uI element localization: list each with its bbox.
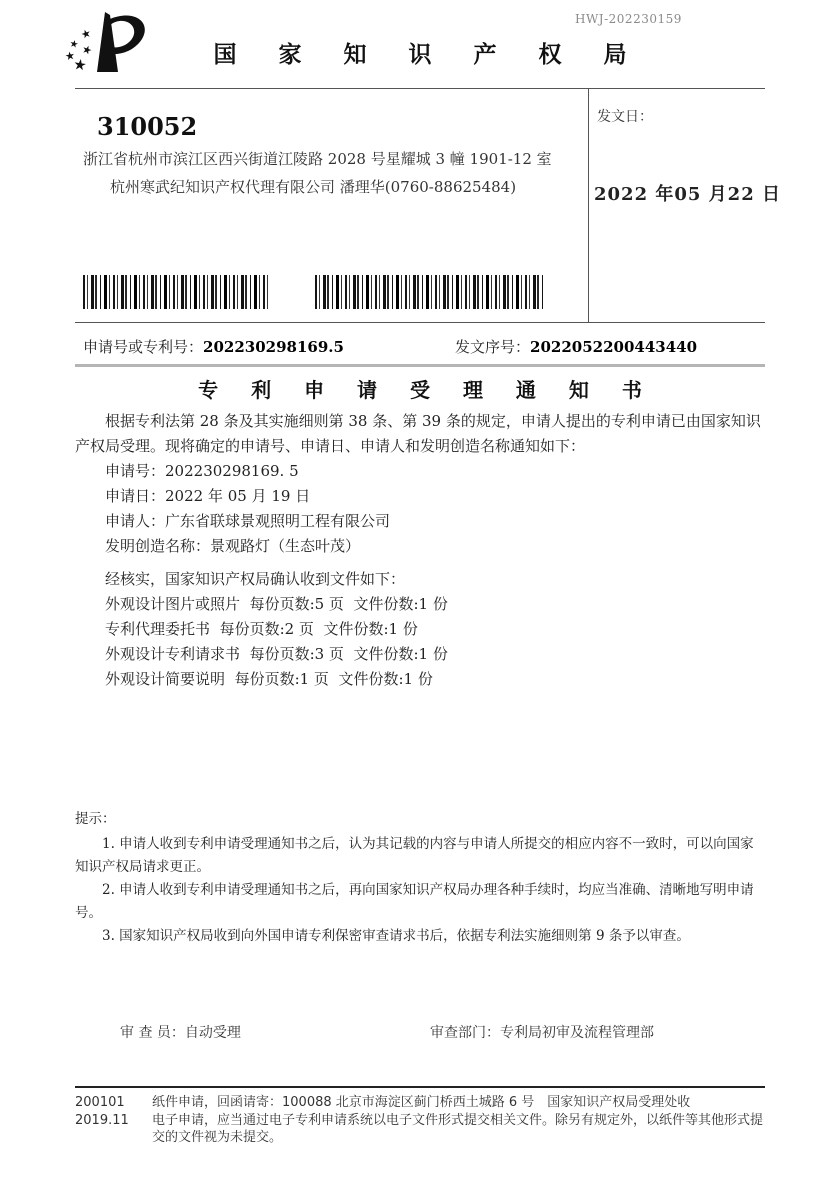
document-name: 专利代理委托书 xyxy=(105,620,211,638)
issue-date-label: 发文日： xyxy=(597,109,653,125)
received-intro: 经核实，国家知识产权局确认收到文件如下： xyxy=(105,570,406,588)
field-label: 发明创造名称： xyxy=(105,537,211,555)
field-value: 景观路灯（生态叶茂） xyxy=(210,537,361,555)
document-copies: 文件份数:1 份 xyxy=(338,670,433,688)
issue-date-value: 2022 年05 月22 日 xyxy=(594,184,781,205)
tips-label: 提示： xyxy=(75,811,116,827)
tip-item-2: 2. 申请人收到专利申请受理通知书之后，再向国家知识产权局办理各种手续时，均应当准确、清晰地写明申请号。 xyxy=(75,882,754,921)
field-label: 申请人： xyxy=(105,512,166,530)
document-name: 外观设计简要说明 xyxy=(105,670,226,688)
field-row-applicant xyxy=(75,509,765,534)
notice-body xyxy=(75,409,765,692)
footer-code: 2019.11 xyxy=(75,1112,129,1128)
document-copies: 文件份数:1 份 xyxy=(323,620,418,638)
title-rule xyxy=(75,364,765,367)
mid-rule xyxy=(75,322,765,323)
field-label: 申请号： xyxy=(105,462,166,480)
field-value: 2022 年 05 月 19 日 xyxy=(165,487,311,505)
field-value: 202230298169. 5 xyxy=(165,462,299,480)
document-pages: 每份页数:3 页 xyxy=(249,645,344,663)
application-number-value: 202230298169.5 xyxy=(203,338,344,356)
footer-row xyxy=(75,1094,767,1112)
intro-paragraph: 根据专利法第 28 条及其实施细则第 38 条、第 39 条的规定，申请人提出的专利申请已由国家知识产权局受理。现将确定的申请号、申请日、申请人和发明创造名称通知如下： xyxy=(75,412,761,455)
footer-text: 纸件申请，回函请寄：100088 北京市海淀区蓟门桥西土城路 6 号 国家知识产权局受理处收 xyxy=(152,1095,691,1110)
document-row xyxy=(75,667,765,692)
footer-text: 电子申请，应当通过电子专利申请系统以电子文件形式提交相关文件。除另有规定外，以纸件等其他形式提交的文件视为未提交。 xyxy=(152,1112,764,1145)
footer-code: 200101 xyxy=(75,1095,125,1110)
document-pages: 每份页数:2 页 xyxy=(219,620,314,638)
barcode-application-number xyxy=(83,275,270,309)
document-pages: 每份页数:1 页 xyxy=(234,670,329,688)
application-number-label: 申请号或专利号： xyxy=(83,338,204,356)
address-line-1: 浙江省杭州市滨江区西兴街道江陵路 2028 号星耀城 3 幢 1901-12 室 xyxy=(83,150,552,168)
tip-item-3: 3. 国家知识产权局收到向外国申请专利保密审查请求书后，依据专利法实施细则第 9 条予以审查。 xyxy=(102,928,690,944)
serial-number-label: 发文序号： xyxy=(455,338,531,356)
address-line-2: 杭州寒武纪知识产权代理有限公司 潘理华(0760-88625484) xyxy=(110,178,517,196)
vertical-divider xyxy=(588,88,589,322)
document-row xyxy=(75,642,765,667)
department-value: 专利局初审及流程管理部 xyxy=(500,1025,654,1041)
document-name: 外观设计图片或照片 xyxy=(105,595,241,613)
document-row xyxy=(75,592,765,617)
barcode-serial-number xyxy=(315,275,546,309)
footer-rule xyxy=(75,1086,765,1088)
tips-section xyxy=(75,808,767,948)
field-value: 广东省联球景观照明工程有限公司 xyxy=(165,512,391,530)
serial-number-value: 2022052200443440 xyxy=(530,338,698,356)
document-row xyxy=(75,617,765,642)
field-row-invention-name xyxy=(75,534,765,559)
postal-code: 310052 xyxy=(97,112,198,141)
agency-title: 国 家 知 识 产 权 局 xyxy=(213,41,644,68)
document-name: 外观设计专利请求书 xyxy=(105,645,241,663)
document-copies: 文件份数:1 份 xyxy=(353,595,448,613)
examiner-label: 审 查 员： xyxy=(120,1025,185,1041)
examiner-value: 自动受理 xyxy=(184,1025,241,1041)
field-row-application-date xyxy=(75,484,765,509)
field-row-application-number xyxy=(75,459,765,484)
department-label: 审查部门： xyxy=(430,1025,500,1041)
document-pages: 每份页数:5 页 xyxy=(249,595,344,613)
notice-title: 专 利 申 请 受 理 通 知 书 xyxy=(198,378,655,402)
footer-notes xyxy=(75,1094,767,1147)
header-rule xyxy=(75,88,765,89)
tip-item-1: 1. 申请人收到专利申请受理通知书之后，认为其记载的内容与申请人所提交的相应内容不一致时，可以向国家知识产权局请求更正。 xyxy=(75,836,754,875)
doc-ref-number: HWJ-202230159 xyxy=(575,12,682,26)
field-label: 申请日： xyxy=(105,487,166,505)
document-copies: 文件份数:1 份 xyxy=(353,645,448,663)
footer-row xyxy=(75,1112,767,1147)
